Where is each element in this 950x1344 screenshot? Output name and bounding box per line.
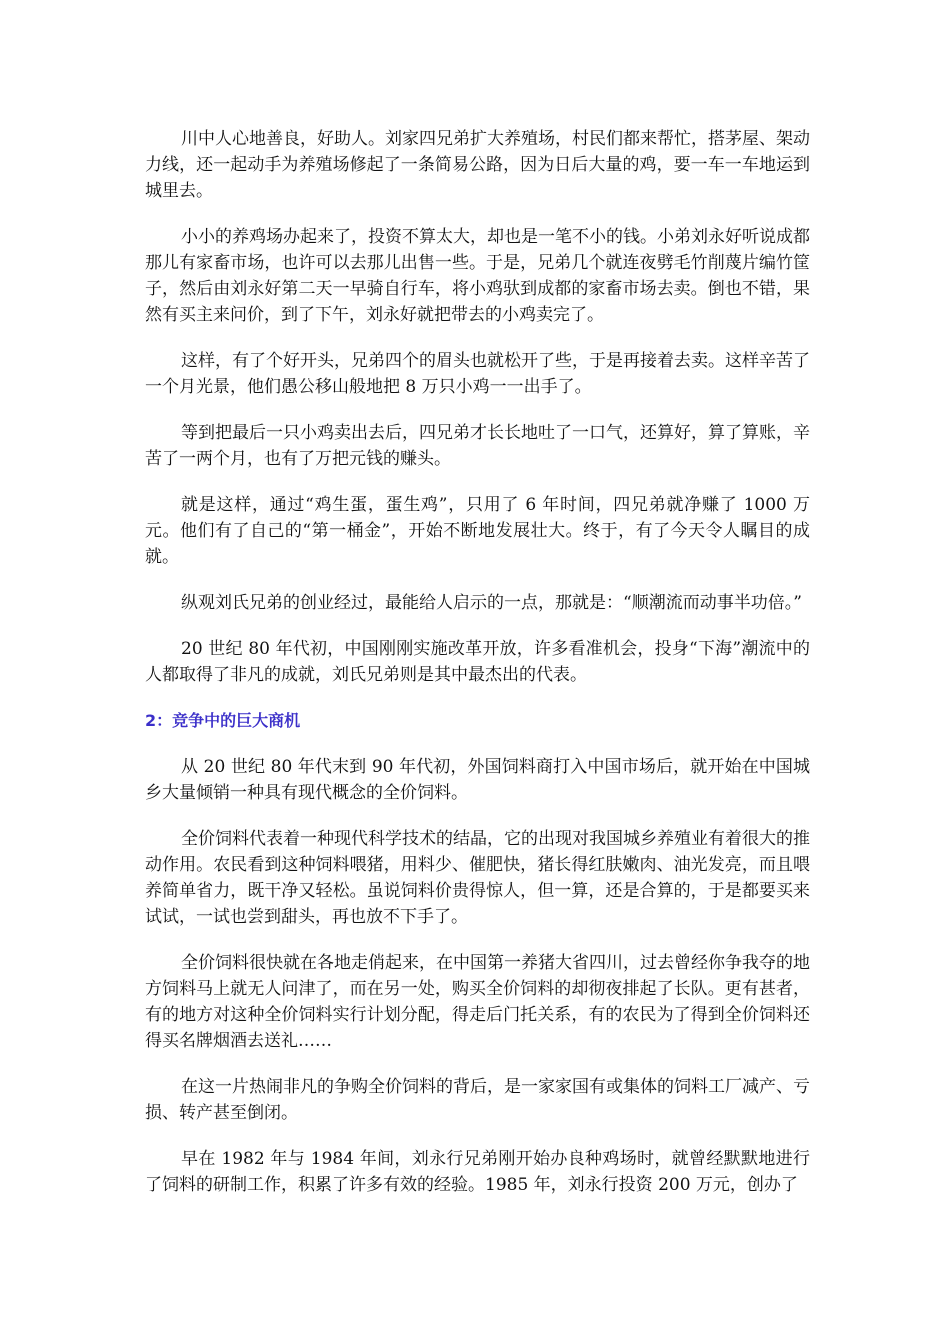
section-heading: 2：竞争中的巨大商机 <box>145 711 301 730</box>
paragraph: 全价饲料很快就在各地走俏起来，在中国第一养猪大省四川，过去曾经你争我夺的地方饲料马上就无人问津了，而在另一处，购买全价饲料的却彻夜排起了长队。更有甚者，有的地方对这种全价饲料实行计划分配，得走后门托关系，有的农民为了得到全价饲料还得买名牌烟酒去送礼…… <box>145 953 810 1051</box>
paragraph: 从 20 世纪 80 年代末到 90 年代初，外国饲料商打入中国市场后，就开始在中国城乡大量倾销一种具有现代概念的全价饲料。 <box>145 757 810 803</box>
paragraph: 川中人心地善良，好助人。刘家四兄弟扩大养殖场，村民们都来帮忙，搭茅屋、架动力线，还一起动手为养殖场修起了一条简易公路，因为日后大量的鸡，要一车一车地运到城里去。 <box>145 129 810 201</box>
paragraph: 全价饲料代表着一种现代科学技术的结晶，它的出现对我国城乡养殖业有着很大的推动作用。农民看到这种饲料喂猪，用料少、催肥快，猪长得红肤嫩肉、油光发亮，而且喂养简单省力，既干净又轻松。虽说饲料价贵得惊人，但一算，还是合算的，于是都要买来试试，一试也尝到甜头，再也放不下手了。 <box>145 829 810 927</box>
paragraph: 20 世纪 80 年代初，中国刚刚实施改革开放，许多看准机会，投身“下海”潮流中的人都取得了非凡的成就，刘氏兄弟则是其中最杰出的代表。 <box>145 639 810 685</box>
paragraph: 纵观刘氏兄弟的创业经过，最能给人启示的一点，那就是：“顺潮流而动事半功倍。” <box>181 593 802 613</box>
paragraph: 在这一片热闹非凡的争购全价饲料的背后，是一家家国有或集体的饲料工厂减产、亏损、转产甚至倒闭。 <box>145 1077 810 1123</box>
paragraph: 早在 1982 年与 1984 年间，刘永行兄弟刚开始办良种鸡场时，就曾经默默地进行了饲料的研制工作，积累了许多有效的经验。1985 年，刘永行投资 200 万元，创办了 <box>145 1149 810 1195</box>
paragraph: 等到把最后一只小鸡卖出去后，四兄弟才长长地吐了一口气，还算好，算了算账，辛苦了一两个月，也有了万把元钱的赚头。 <box>145 423 810 469</box>
paragraph: 这样，有了个好开头，兄弟四个的眉头也就松开了些，于是再接着去卖。这样辛苦了一个月光景，他们愚公移山般地把 8 万只小鸡一一出手了。 <box>145 351 810 397</box>
document-page <box>145 126 810 1218</box>
paragraph: 小小的养鸡场办起来了，投资不算太大，却也是一笔不小的钱。小弟刘永好听说成都那儿有家畜市场，也许可以去那儿出售一些。于是，兄弟几个就连夜劈毛竹削蔑片编竹筐子，然后由刘永好第二天一早骑自行车，将小鸡驮到成都的家畜市场去卖。倒也不错，果然有买主来问价，到了下午，刘永好就把带去的小鸡卖完了。 <box>145 227 810 325</box>
paragraph: 就是这样，通过“鸡生蛋，蛋生鸡”，只用了 6 年时间，四兄弟就净赚了 1000 万元。他们有了自己的“第一桶金”，开始不断地发展壮大。终于，有了今天令人瞩目的成就。 <box>145 495 810 567</box>
